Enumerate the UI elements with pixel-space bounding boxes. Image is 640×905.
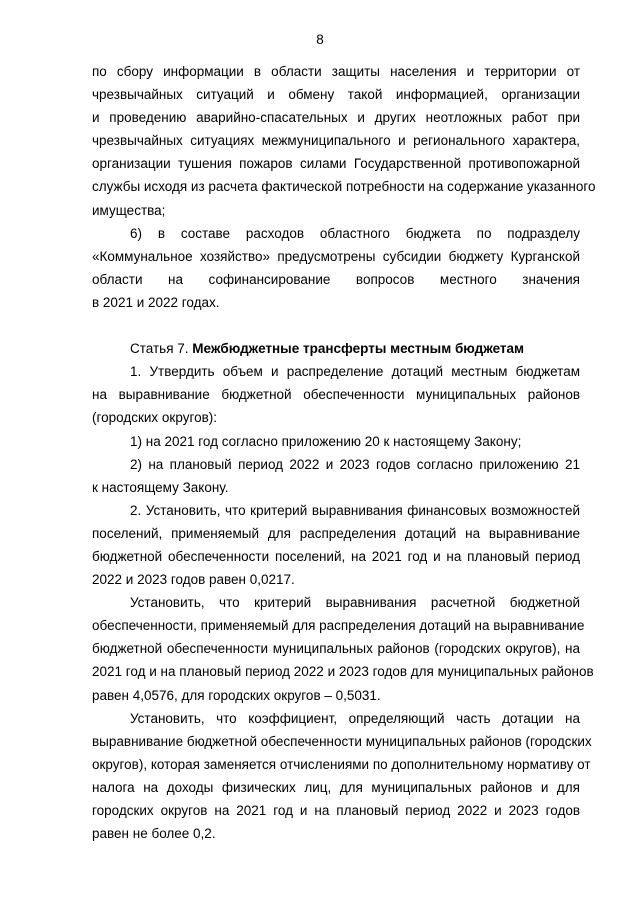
text-line: поселений, применяемый для распределения дотаций на выравнивание: [92, 525, 580, 541]
text-line: городских округов на 2021 год и на плановый период 2022 и 2023 годов: [92, 803, 580, 818]
text-line: бюджетной обеспеченности муниципальных районов (городских округов), на: [92, 641, 580, 657]
text-line: 1) на 2021 год согласно приложению 20 к настоящему Закону;: [130, 433, 522, 449]
text-line: 6) в составе расходов областного бюджета по подразделу: [130, 225, 580, 241]
text-line: 2021 год и на плановый период 2022 и 2023 годов для муниципальных районов: [92, 664, 594, 680]
text-line: имущества;: [92, 202, 166, 218]
text-line: службы исходя из расчета фактической потребности на содержание указанного: [92, 179, 596, 195]
text-line: области на софинансирование вопросов местного значения: [92, 271, 580, 287]
paragraph-4: [92, 430, 580, 453]
paragraph-1: [92, 60, 596, 222]
text-line: по сбору информации в области защиты населения и территории от: [92, 64, 580, 79]
paragraph-2: [92, 222, 580, 314]
paragraph-3: [92, 360, 580, 429]
text-line: в 2021 и 2022 годах.: [92, 294, 220, 310]
text-line: (городских округов):: [92, 410, 218, 426]
text-line: 1. Утвердить объем и распределение дотаций местным бюджетам: [130, 364, 580, 380]
spacer: [92, 314, 580, 337]
text-line: «Коммунальное хозяйство» предусмотрены субсидии бюджету Курганской: [92, 248, 580, 264]
text-line: к настоящему Закону.: [92, 479, 229, 495]
text-line: обеспеченности, применяемый для распределения дотаций на выравнивание: [92, 618, 585, 634]
text-line: Установить, что критерий выравнивания расчетной бюджетной: [130, 595, 580, 611]
page-number: 8: [316, 32, 324, 47]
text-line: округов), которая заменяется отчислениями по дополнительному нормативу от: [92, 756, 591, 772]
text-line: и проведению аварийно-спасательных и других неотложных работ при: [92, 110, 580, 126]
paragraph-7: [92, 591, 594, 706]
paragraph-6: [92, 499, 580, 591]
text-line: 2) на плановый период 2022 и 2023 годов согласно приложению 21: [130, 456, 580, 472]
article-prefix: Статья 7.: [130, 341, 193, 357]
article-title: Межбюджетные трансферты местным бюджетам: [192, 341, 525, 357]
text-line: на выравнивание бюджетной обеспеченности муниципальных районов: [92, 387, 580, 403]
text-line: 2. Установить, что критерий выравнивания финансовых возможностей: [130, 502, 580, 518]
text-line: 2022 и 2023 годов равен 0,0217.: [92, 572, 295, 588]
paragraph-5: [92, 453, 580, 499]
text-line: бюджетной обеспеченности поселений, на 2021 год и на плановый период: [92, 548, 580, 564]
text-line: равен не более 0,2.: [92, 826, 216, 842]
text-line: равен 4,0576, для городских округов – 0,5031.: [92, 687, 381, 703]
text-line: выравнивание бюджетной обеспеченности муниципальных районов (городских: [92, 733, 592, 749]
text-line: налога на доходы физических лиц, для муниципальных районов и для: [92, 779, 580, 795]
text-line: организации тушения пожаров силами Государственной противопожарной: [92, 156, 580, 172]
document-body: [92, 60, 596, 845]
paragraph-8: [92, 707, 592, 846]
text-line: чрезвычайных ситуациях межмуниципального и регионального характера,: [92, 133, 580, 149]
article-heading: [92, 337, 580, 360]
text-line: чрезвычайных ситуаций и обмену такой информацией, организации: [92, 87, 580, 103]
text-line: Установить, что коэффициент, определяющий часть дотации на: [130, 710, 580, 726]
